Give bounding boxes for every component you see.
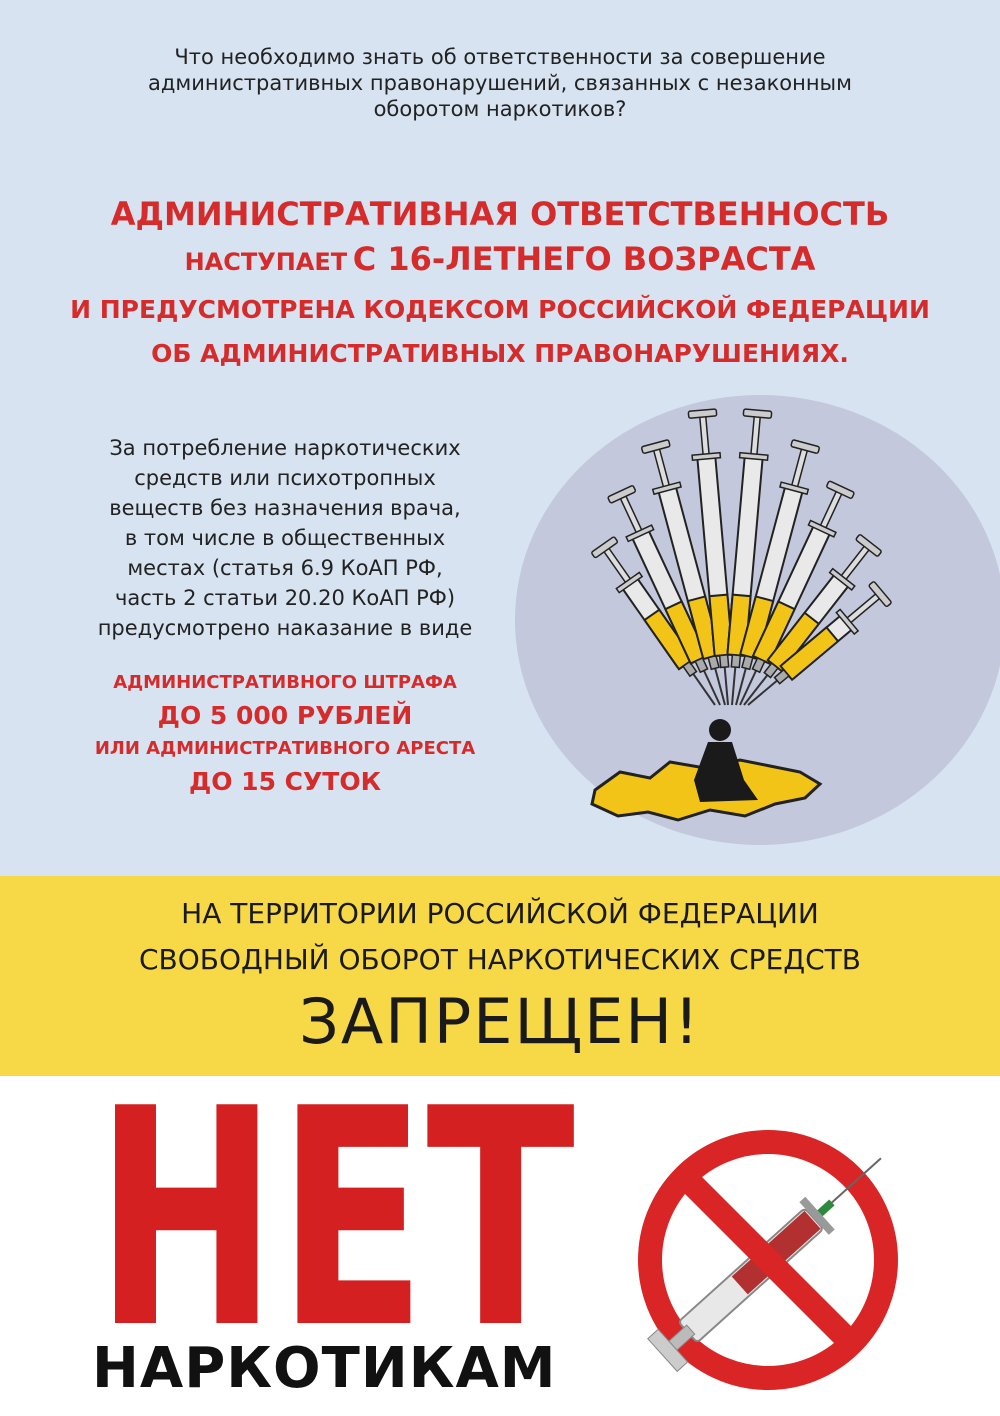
headline-age: С 16-ЛЕТНЕГО ВОЗРАСТА <box>352 240 816 278</box>
headline-age-line <box>0 236 1000 288</box>
para-line: в том числе в общественных <box>124 526 446 550</box>
warning-banner <box>0 876 1000 1076</box>
arrest-amount: ДО 15 СУТОК <box>188 767 382 796</box>
banner-prohibited: ЗАПРЕЩЕН! <box>299 985 701 1058</box>
intro-line: Что необходимо знать об ответственности за совершение <box>174 45 826 69</box>
banner-line: НА ТЕРРИТОРИИ РОССИЙСКОЙ ФЕДЕРАЦИИ <box>181 897 819 930</box>
para-line: местах (статья 6.9 КоАП РФ, <box>127 556 443 580</box>
slogan-narkotikam: НАРКОТИКАМ <box>92 1336 557 1401</box>
headline-line: И ПРЕДУСМОТРЕНА КОДЕКСОМ РОССИЙСКОЙ ФЕДЕРАЦИИ <box>70 295 930 324</box>
slogan-net-text: НЕТ <box>95 1085 577 1340</box>
banner-line: СВОБОДНЫЙ ОБОРОТ НАРКОТИЧЕСКИХ СРЕДСТВ <box>138 943 861 976</box>
syringes-illustration <box>500 380 1000 860</box>
intro-line: оборотом наркотиков? <box>373 97 627 121</box>
penalty-block <box>40 667 530 799</box>
para-line: За потребление наркотических <box>109 436 461 460</box>
intro-question <box>90 44 910 122</box>
headline-line: АДМИНИСТРАТИВНАЯ ОТВЕТСТВЕННОСТЬ <box>110 195 890 233</box>
slogan-net <box>88 1085 583 1340</box>
para-line: веществ без назначения врача, <box>109 496 461 520</box>
para-line: средств или психотропных <box>134 466 436 490</box>
para-line: предусмотрено наказание в виде <box>97 616 473 640</box>
fine-amount: ДО 5 000 РУБЛЕЙ <box>157 701 413 730</box>
penalty-description <box>50 433 520 643</box>
no-syringe-icon <box>620 1088 920 1408</box>
para-line: часть 2 статьи 20.20 КоАП РФ) <box>114 586 456 610</box>
headline <box>0 192 1000 376</box>
headline-line: ОБ АДМИНИСТРАТИВНЫХ ПРАВОНАРУШЕНИЯХ. <box>151 339 849 368</box>
intro-line: административных правонарушений, связанных с незаконным <box>148 71 852 95</box>
arrest-label: ИЛИ АДМИНИСТРАТИВНОГО АРЕСТА <box>94 738 476 759</box>
headline-age-prefix: НАСТУПАЕТ <box>184 248 348 276</box>
fine-label: АДМИНИСТРАТИВНОГО ШТРАФА <box>113 672 457 693</box>
